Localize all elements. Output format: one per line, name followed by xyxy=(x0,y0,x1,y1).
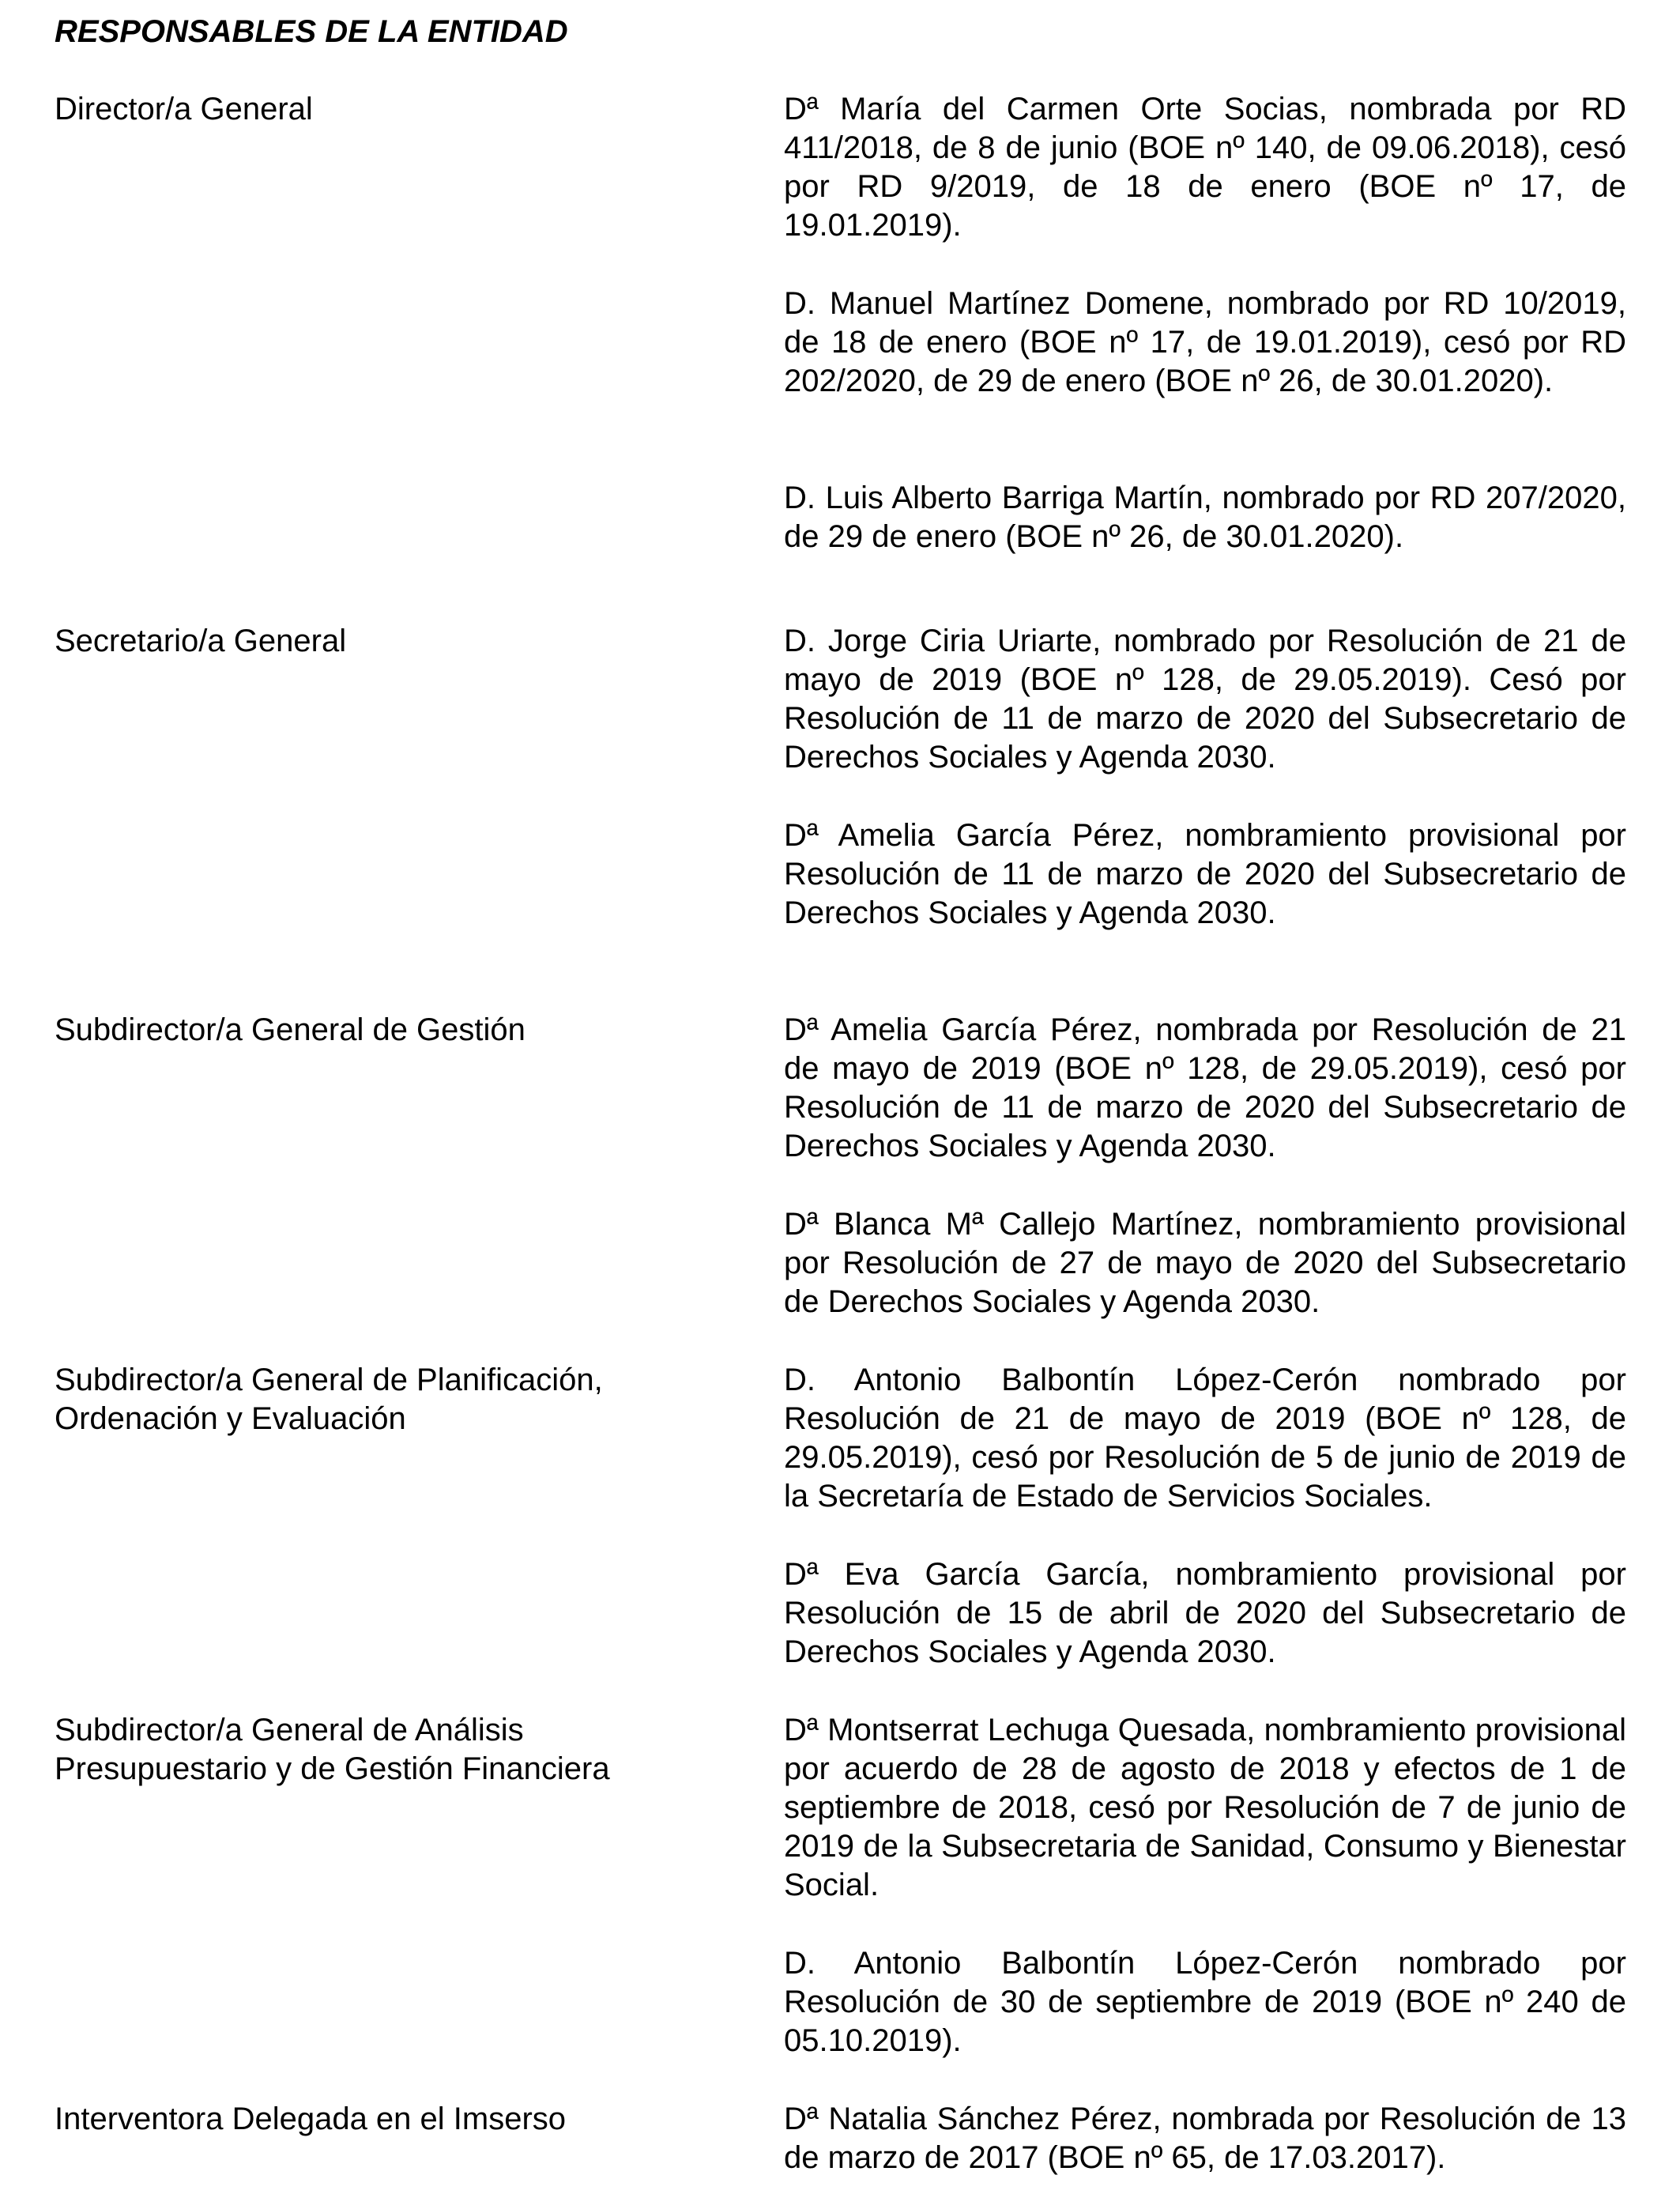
entry-interventora-1: Dª Natalia Sánchez Pérez, nombrada por Resolución de 13 de marzo de 2017 (BOE nº 65, de 17.03.2017). xyxy=(784,2102,1626,2175)
entry-director-2: D. Manuel Martínez Domene, nombrado por RD 10/2019, de 18 de enero (BOE nº 17, de 19.01.2019), cesó por RD 202/2020, de 29 de enero (BOE nº 26, de 30.01.2020). xyxy=(784,286,1626,398)
role-subdirector-gestion: Subdirector/a General de Gestión xyxy=(55,1012,525,1047)
role-line: Ordenación y Evaluación xyxy=(55,1401,406,1436)
role-line: Subdirector/a General de Análisis xyxy=(55,1713,524,1747)
entry-planificacion-1: D. Antonio Balbontín López-Cerón nombrado por Resolución de 21 de mayo de 2019 (BOE nº 128, de 29.05.2019), cesó por Resolución de 5 de junio de 2019 de la Secretaría de Estado de Servicios Sociales. xyxy=(784,1363,1626,1514)
role-director-general: Director/a General xyxy=(55,92,313,126)
document-title: RESPONSABLES DE LA ENTIDAD xyxy=(55,14,568,49)
role-subdirector-planificacion xyxy=(55,1361,766,1438)
entry-secretario-1: D. Jorge Ciria Uriarte, nombrado por Resolución de 21 de mayo de 2019 (BOE nº 128, de 29.05.2019). Cesó por Resolución de 11 de marzo de 2020 del Subsecretario de Derechos Sociales y Agenda 2030. xyxy=(784,624,1626,775)
role-interventora-delegada: Interventora Delegada en el Imserso xyxy=(55,2102,567,2136)
role-line: Presupuestario y de Gestión Financiera xyxy=(55,1751,610,1786)
entry-director-1: Dª María del Carmen Orte Socias, nombrada por RD 411/2018, de 8 de junio (BOE nº 140, de 09.06.2018), cesó por RD 9/2019, de 18 de enero (BOE nº 17, de 19.01.2019). xyxy=(784,92,1626,243)
entry-director-3: D. Luis Alberto Barriga Martín, nombrado por RD 207/2020, de 29 de enero (BOE nº 26, de 30.01.2020). xyxy=(784,481,1626,554)
entry-secretario-2: Dª Amelia García Pérez, nombramiento provisional por Resolución de 11 de marzo de 2020 del Subsecretario de Derechos Sociales y Agenda 2030. xyxy=(784,818,1626,930)
role-secretario-general: Secretario/a General xyxy=(55,624,347,658)
entry-gestion-1: Dª Amelia García Pérez, nombrada por Resolución de 21 de mayo de 2019 (BOE nº 128, de 29.05.2019), cesó por Resolución de 11 de marzo de 2020 del Subsecretario de Derechos Sociales y Agenda 2030. xyxy=(784,1012,1626,1163)
role-line: Subdirector/a General de Planificación, xyxy=(55,1363,603,1397)
entry-planificacion-2: Dª Eva García García, nombramiento provisional por Resolución de 15 de abril de 2020 del Subsecretario de Derechos Sociales y Agenda 2030. xyxy=(784,1557,1626,1669)
role-subdirector-analisis xyxy=(55,1711,766,1789)
entry-analisis-2: D. Antonio Balbontín López-Cerón nombrado por Resolución de 30 de septiembre de 2019 (BOE nº 240 de 05.10.2019). xyxy=(784,1946,1626,2058)
entry-gestion-2: Dª Blanca Mª Callejo Martínez, nombramiento provisional por Resolución de 27 de mayo de 2020 del Subsecretario de Derechos Sociales y Agenda 2030. xyxy=(784,1207,1626,1319)
entry-analisis-1: Dª Montserrat Lechuga Quesada, nombramiento provisional por acuerdo de 28 de agosto de 2018 y efectos de 1 de septiembre de 2018, cesó por Resolución de 7 de junio de 2019 de la Subsecretaria de Sanidad, Consumo y Bienestar Social. xyxy=(784,1713,1626,1902)
